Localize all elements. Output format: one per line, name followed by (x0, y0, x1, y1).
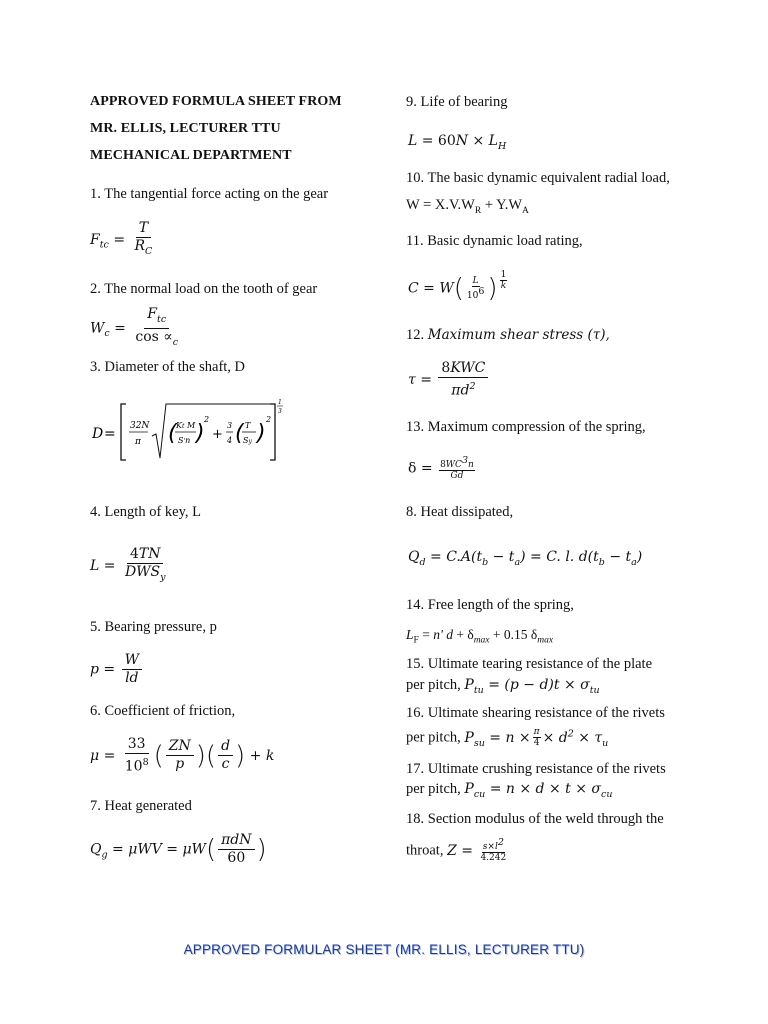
svg-text:(: ( (235, 421, 244, 446)
item-5-label: 5. Bearing pressure, p (90, 619, 217, 635)
item-4-label: 4. Length of key, L (90, 504, 202, 520)
svg-text:π: π (135, 437, 141, 447)
item-16-label-a: 16. Ultimate shearing resistance of the rivets (406, 705, 665, 721)
item-18-label-b: throat, (406, 842, 444, 859)
item-18-label-a: 18. Section modulus of the weld through the (406, 811, 664, 827)
item-8-label: 8. Heat dissipated, (406, 504, 514, 520)
item-15-label-a: 15. Ultimate tearing resistance of the plate (406, 656, 653, 672)
page-footer: APPROVED FORMULAR SHEET (MR. ELLIS, LECTURER TTU) (183, 942, 585, 957)
formula-coefficient-friction: μ = $\frac{33}{10^8}$ ( $\frac{ZN}{p}$ )( $\frac{d}{c}$ ) + k (90, 736, 275, 775)
svg-text:=: = (104, 426, 116, 442)
item-9-label: 9. Life of bearing (406, 94, 508, 110)
svg-text:+: + (212, 427, 223, 442)
item-10-label: 10. The basic dynamic equivalent radial load, (406, 170, 670, 186)
svg-text:S'n: S'n (178, 436, 191, 445)
shaft-diameter-svg (90, 396, 290, 468)
svg-text:): ) (196, 421, 205, 446)
formula-shaft-diameter (90, 396, 290, 468)
formula-shear-stress: τ = $\frac{\text{8KWC}}{\pi d^2}$ (408, 360, 490, 400)
svg-text:2: 2 (266, 415, 272, 424)
title-line-3: MECHANICAL DEPARTMENT (90, 148, 292, 163)
item-18-formula: throat, Z = $\frac{s\times l^2}{4.242}$ (406, 837, 507, 863)
formula-normal-load: $W_c$ = $\frac{F_{tc}}{\cos \propto_c}$ (90, 306, 179, 348)
item-2-label: 2. The normal load on the tooth of gear (90, 281, 318, 297)
svg-text:): ) (257, 421, 266, 446)
formula-tangential-force: $F_{tc}$ = $\frac{T}{R_C}$ (90, 220, 153, 257)
item-1-label: 1. The tangential force acting on the gear (90, 186, 329, 202)
item-14-label: 14. Free length of the spring, (406, 597, 574, 613)
formula-equivalent-load: $W = X.V.W_R + Y.W_A$ (406, 197, 529, 216)
item-15-label-b: per pitch, (406, 677, 461, 693)
svg-text:3: 3 (227, 421, 233, 430)
svg-text:4: 4 (227, 436, 233, 445)
item-13-label: 13. Maximum compression of the spring, (406, 419, 646, 435)
item-16-label-b: per pitch, (406, 729, 461, 746)
item-12-label: 12. Maximum shear stress (τ), (406, 327, 610, 343)
title-line-2: MR. ELLIS, LECTURER TTU (90, 121, 281, 136)
svg-text:Kt M: Kt M (176, 421, 196, 430)
item-6-label: 6. Coefficient of friction, (90, 703, 236, 719)
formula-heat-dissipated: $Q_d = C.A(t_b - t_a) = C$. l. $d(t_b - t_a)$ (408, 549, 643, 568)
svg-text:T: T (245, 421, 251, 430)
svg-text:D: D (92, 426, 104, 442)
item-17-formula: per pitch, $P_{cu} = n \times d \times t \times \sigma_{cu}$ (406, 781, 613, 800)
item-15-formula: per pitch, $P_{tu} = (p - d)t \times \sigma_{tu}$ (406, 677, 600, 696)
formula-bearing-life: $L = 60N \times L_H$ (408, 133, 507, 152)
svg-text:3: 3 (278, 408, 282, 415)
title-line-1: APPROVED FORMULA SHEET FROM (90, 94, 342, 109)
svg-text:Sy: Sy (243, 436, 252, 445)
item-7-label: 7. Heat generated (90, 798, 192, 814)
svg-text:1: 1 (278, 399, 282, 406)
formula-bearing-pressure: p = $\frac{W}{ld}$ (90, 652, 144, 687)
svg-text:(: ( (168, 421, 177, 446)
item-17-label-a: 17. Ultimate crushing resistance of the rivets (406, 761, 666, 777)
formula-free-length: $L_F = n'$ $d + \delta_{max} + 0.15$ $\delta_{max}$ (406, 627, 554, 646)
svg-text:2: 2 (204, 415, 210, 424)
item-11-label: 11. Basic dynamic load rating, (406, 233, 583, 249)
formula-heat-generated: $Q_g = \mu WV = \mu W$( $\frac{\text{πdN}}{60}$ ) (90, 832, 267, 866)
item-16-formula: per pitch, $P_{su} = n$ × $\frac{\pi}{4}$ × $d^2 \times \tau_u$ (406, 727, 609, 749)
formula-key-length: L = $\frac{4TN}{DWS_y}$ (90, 546, 166, 583)
formula-spring-compression: δ = $\frac{8WC^3n}{Gd}$ (408, 455, 474, 481)
formula-dynamic-load-rating: C = W( $\frac{L}{10^6}$ ) $\frac{1}{k}$ (408, 270, 507, 304)
item-17-label-b: per pitch, (406, 781, 461, 797)
item-3-label: 3. Diameter of the shaft, D (90, 359, 246, 375)
svg-text:32N: 32N (130, 421, 150, 431)
equivalent-load-text: W = X.V.W (406, 197, 475, 213)
